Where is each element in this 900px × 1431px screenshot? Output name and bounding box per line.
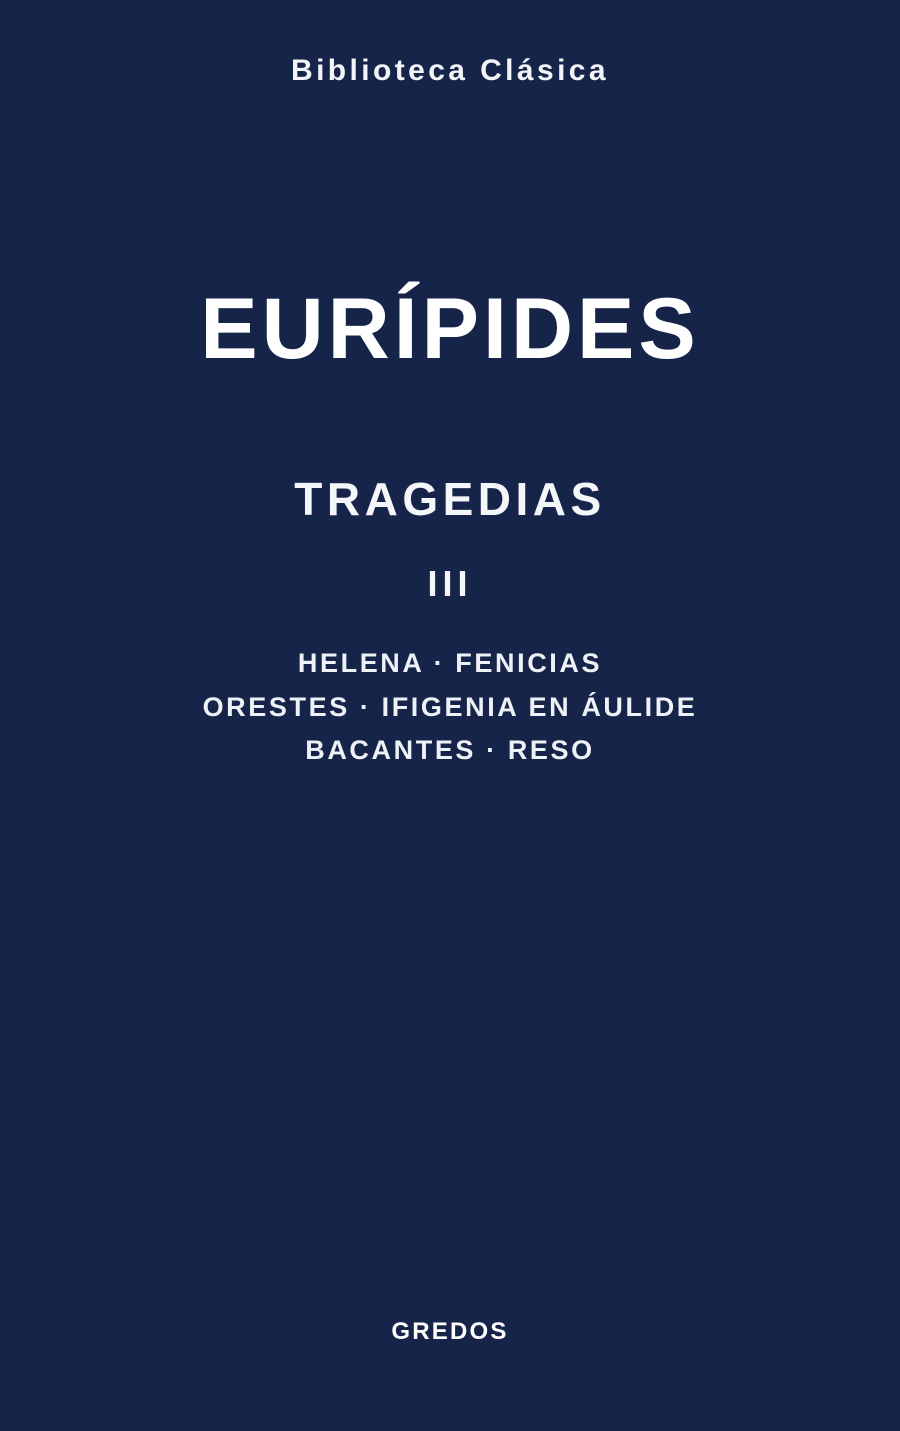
title-block [0,473,900,604]
contents-line: HELENA · FENICIAS [297,648,603,678]
author-block [0,281,900,377]
volume-number: III [427,563,473,604]
publisher-logo: GREDOS [391,1318,509,1345]
author-name: EURÍPIDES [200,281,700,377]
contents-line: BACANTES · RESO [305,735,595,766]
work-title: TRAGEDIAS [294,473,606,525]
contents-list [0,642,900,773]
collection-name: Biblioteca Clásica [291,54,609,87]
contents-line: ORESTES · IFIGENIA EN ÁULIDE [202,691,698,722]
